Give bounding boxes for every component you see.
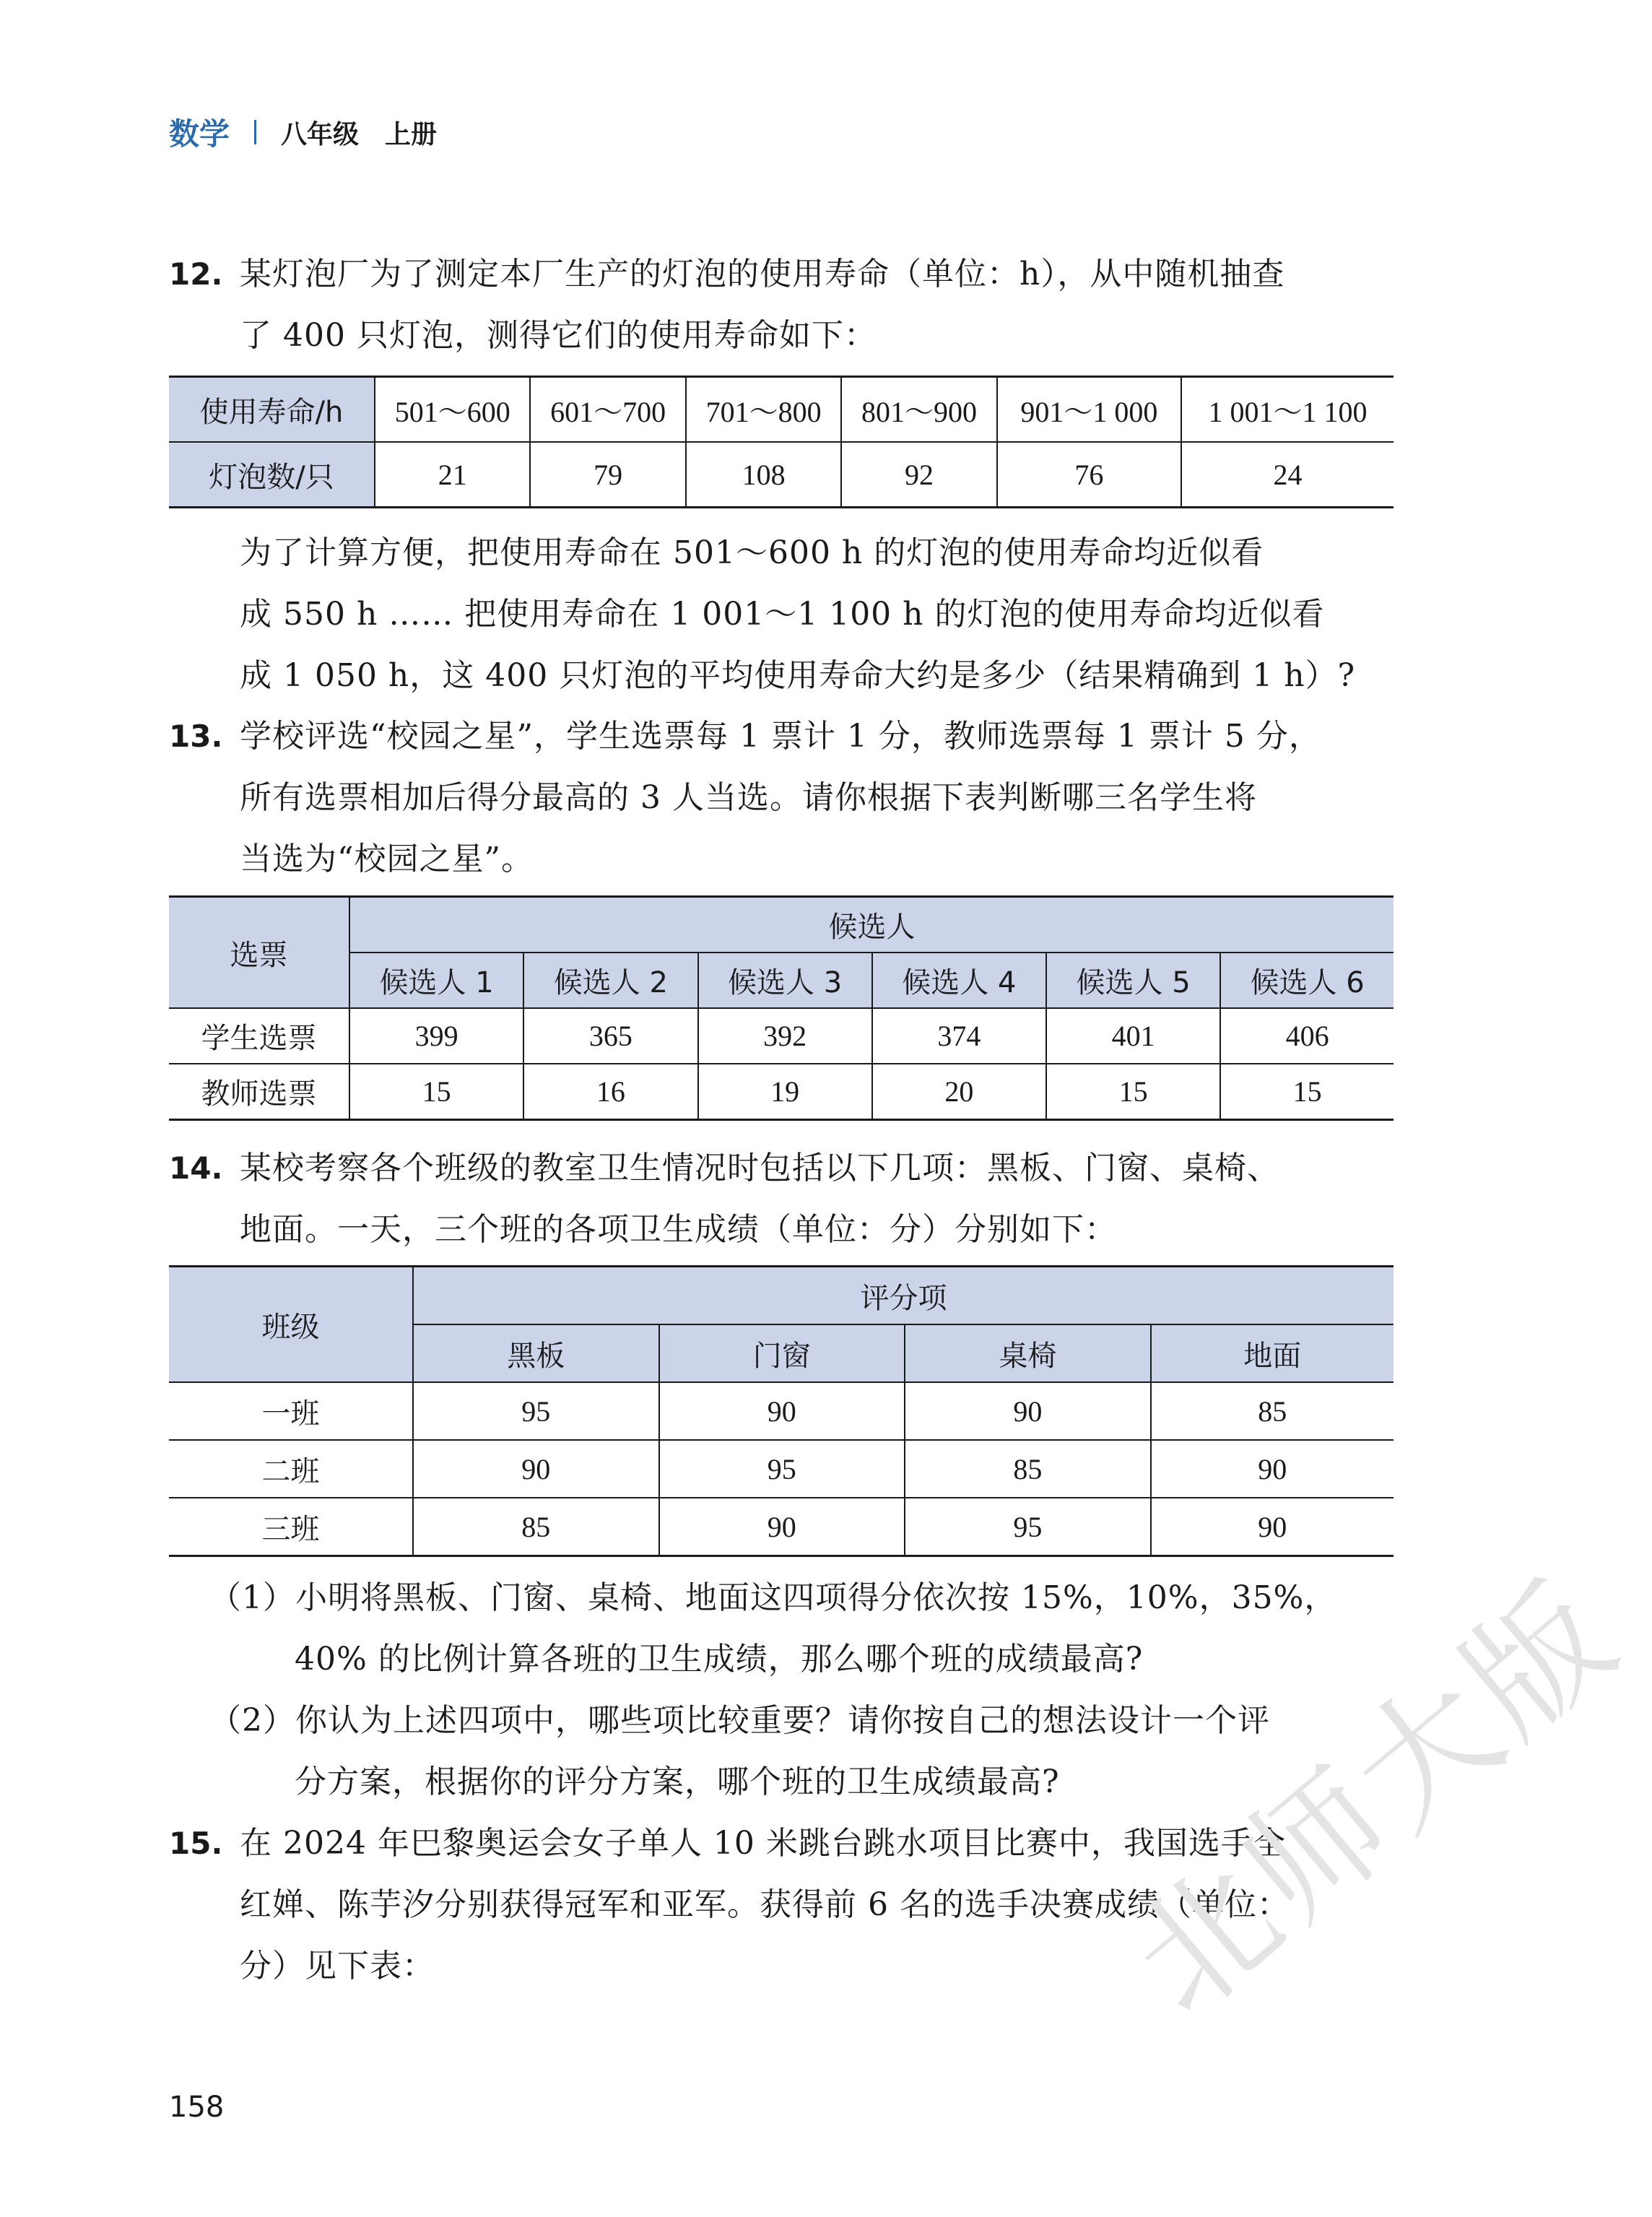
table-cell: 85 <box>1151 1382 1394 1440</box>
row-label: 一班 <box>169 1382 413 1440</box>
header-divider <box>254 120 256 144</box>
table-cell: 95 <box>413 1382 659 1440</box>
table-cell: 401 <box>1046 1008 1220 1064</box>
question-13-number: 13. <box>169 719 223 754</box>
table-row <box>169 1382 1394 1440</box>
table-cell: 601～700 <box>530 377 685 443</box>
table-cell: 801～900 <box>841 377 996 443</box>
question-13-line-3: 当选为“校园之星”。 <box>240 841 534 877</box>
candidate-header: 候选人 1 <box>349 953 523 1008</box>
table-cell: 406 <box>1220 1008 1394 1064</box>
table-cell: 16 <box>523 1064 697 1120</box>
table-row <box>169 1064 1394 1120</box>
table-cell: 92 <box>841 442 996 508</box>
candidate-header: 候选人 5 <box>1046 953 1220 1008</box>
question-14-line-1: 某校考察各个班级的教室卫生情况时包括以下几项：黑板、门窗、桌椅、 <box>240 1150 1279 1186</box>
table-cell: 15 <box>349 1064 523 1120</box>
row-header-bulb-count: 灯泡数/只 <box>169 442 375 508</box>
running-header <box>169 107 437 157</box>
question-12-line-2: 了 400 只灯泡，测得它们的使用寿命如下： <box>240 317 877 354</box>
table-cell: 90 <box>413 1440 659 1498</box>
row-label: 三班 <box>169 1498 413 1556</box>
score-item-header: 地面 <box>1151 1324 1394 1382</box>
question-14-number: 14. <box>169 1150 223 1186</box>
question-12-note-line-1: 为了计算方便，把使用寿命在 501～600 h 的灯泡的使用寿命均近似看 <box>240 534 1264 571</box>
table-cell: 501～600 <box>375 377 530 443</box>
question-14-part-2-line-2: 分方案，根据你的评分方案，哪个班的卫生成绩最高? <box>295 1763 1060 1800</box>
table-row <box>169 1267 1394 1325</box>
header-grade: 八年级 <box>281 119 360 149</box>
question-15-line-1: 在 2024 年巴黎奥运会女子单人 10 米跳台跳水项目比赛中，我国选手全 <box>240 1825 1286 1862</box>
table-cell: 108 <box>686 442 841 508</box>
table-row <box>169 1498 1394 1556</box>
table-row <box>169 377 1394 443</box>
candidate-header: 候选人 2 <box>523 953 697 1008</box>
row-label: 二班 <box>169 1440 413 1498</box>
table-cell: 374 <box>872 1008 1046 1064</box>
question-13-line-2: 所有选票相加后得分最高的 3 人当选。请你根据下表判断哪三名学生将 <box>240 779 1257 816</box>
table-cell: 90 <box>659 1382 905 1440</box>
question-14-part-1-line-2: 40% 的比例计算各班的卫生成绩，那么哪个班的成绩最高? <box>295 1641 1144 1678</box>
candidate-header: 候选人 3 <box>698 953 872 1008</box>
candidates-group-header: 候选人 <box>349 897 1394 953</box>
table-cell: 90 <box>905 1382 1151 1440</box>
lifespan-table <box>169 376 1394 508</box>
table-row <box>169 1008 1394 1064</box>
table-cell: 901～1 000 <box>997 377 1181 443</box>
question-15-line-3: 分）见下表： <box>240 1948 435 1984</box>
row-label: 学生选票 <box>169 1008 349 1064</box>
question-12-line-1: 某灯泡厂为了测定本厂生产的灯泡的使用寿命（单位：h），从中随机抽查 <box>240 256 1285 292</box>
votes-corner-header: 选票 <box>169 897 349 1009</box>
question-13-line-1: 学校评选“校园之星”，学生选票每 1 票计 1 分，教师选票每 1 票计 5 分， <box>240 718 1321 755</box>
question-12-number: 12. <box>169 256 223 292</box>
class-corner-header: 班级 <box>169 1267 413 1383</box>
table-row <box>169 442 1394 508</box>
question-15-line-2: 红婵、陈芋汐分别获得冠军和亚军。获得前 6 名的选手决赛成绩（单位： <box>240 1886 1290 1923</box>
question-12-note-line-3: 成 1 050 h，这 400 只灯泡的平均使用寿命大约是多少（结果精确到 1 h）? <box>240 657 1356 694</box>
page-number: 158 <box>169 2091 225 2124</box>
header-volume: 上册 <box>385 119 438 149</box>
table-cell: 90 <box>1151 1498 1394 1556</box>
candidate-header: 候选人 6 <box>1220 953 1394 1008</box>
header-subject: 数学 <box>169 116 230 152</box>
table-cell: 701～800 <box>686 377 841 443</box>
table-cell: 85 <box>413 1498 659 1556</box>
question-14-part-2-line-1: （2）你认为上述四项中，哪些项比较重要？请你按自己的想法设计一个评 <box>209 1702 1270 1739</box>
table-cell: 90 <box>1151 1440 1394 1498</box>
score-item-header: 门窗 <box>659 1324 905 1382</box>
table-row <box>169 953 1394 1008</box>
hygiene-score-table <box>169 1265 1394 1557</box>
table-cell: 90 <box>659 1498 905 1556</box>
table-row <box>169 897 1394 953</box>
table-cell: 79 <box>530 442 685 508</box>
table-cell: 24 <box>1181 442 1394 508</box>
question-14-line-2: 地面。一天，三个班的各项卫生成绩（单位：分）分别如下： <box>240 1211 1117 1248</box>
question-14-part-1-line-1: （1）小明将黑板、门窗、桌椅、地面这四项得分依次按 15%，10%，35%， <box>209 1579 1337 1616</box>
candidate-header: 候选人 4 <box>872 953 1046 1008</box>
table-cell: 15 <box>1220 1064 1394 1120</box>
table-cell: 399 <box>349 1008 523 1064</box>
score-items-group-header: 评分项 <box>413 1267 1394 1325</box>
table-cell: 15 <box>1046 1064 1220 1120</box>
table-cell: 95 <box>659 1440 905 1498</box>
table-cell: 85 <box>905 1440 1151 1498</box>
table-row <box>169 1440 1394 1498</box>
table-cell: 20 <box>872 1064 1046 1120</box>
score-item-header: 黑板 <box>413 1324 659 1382</box>
table-cell: 392 <box>698 1008 872 1064</box>
row-label: 教师选票 <box>169 1064 349 1120</box>
table-cell: 19 <box>698 1064 872 1120</box>
table-cell: 95 <box>905 1498 1151 1556</box>
question-12-note-line-2: 成 550 h …… 把使用寿命在 1 001～1 100 h 的灯泡的使用寿命均近似看 <box>240 596 1325 633</box>
score-item-header: 桌椅 <box>905 1324 1151 1382</box>
row-header-lifespan: 使用寿命/h <box>169 377 375 443</box>
table-cell: 1 001～1 100 <box>1181 377 1394 443</box>
votes-table <box>169 895 1394 1121</box>
publisher-watermark: 北师大版 <box>1102 1550 1648 2045</box>
table-cell: 365 <box>523 1008 697 1064</box>
table-cell: 21 <box>375 442 530 508</box>
question-15-number: 15. <box>169 1826 223 1861</box>
table-cell: 76 <box>997 442 1181 508</box>
